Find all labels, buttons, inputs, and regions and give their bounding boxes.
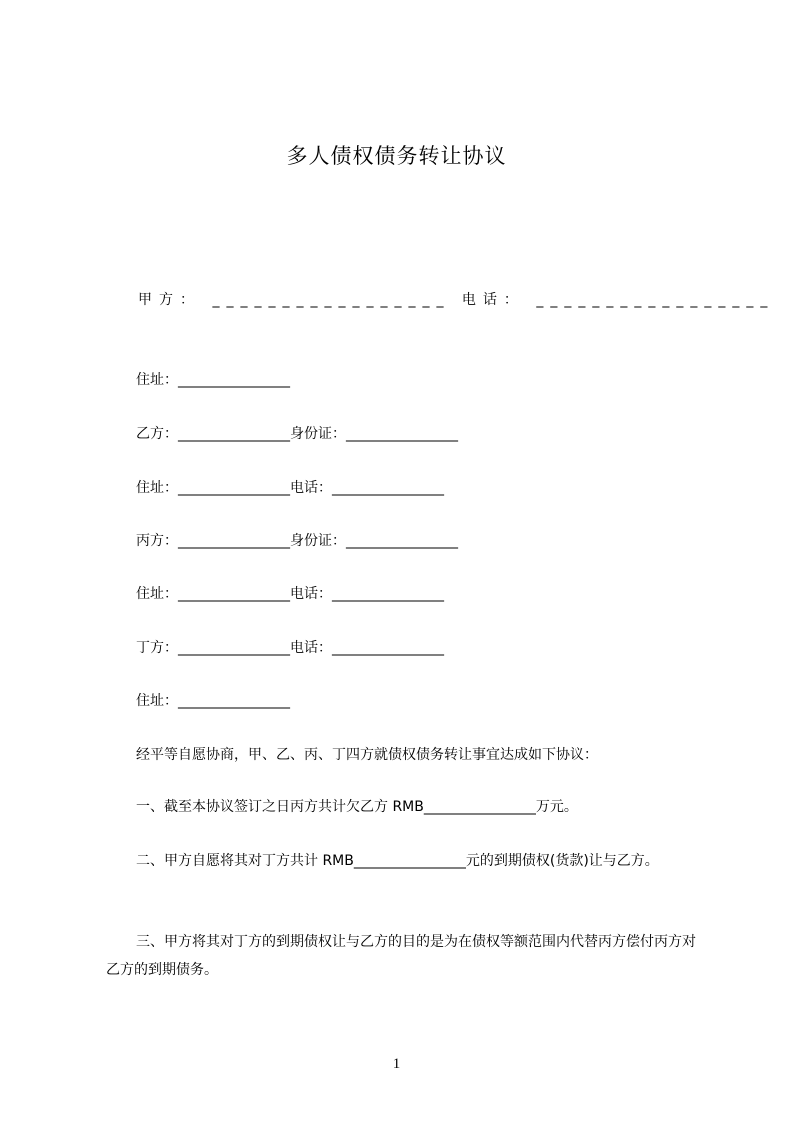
party-d-line: 丁方：________________电话：________________	[136, 640, 444, 656]
party-b-line: 乙方：________________身份证：________________	[136, 426, 458, 442]
party-a-phone-blank: _________________	[536, 292, 775, 308]
page-number: 1	[392, 1056, 401, 1072]
party-a-blank: _________________	[212, 292, 451, 308]
party-d-address-line: 住址：________________	[136, 693, 290, 709]
party-c-line: 丙方：________________身份证：________________	[136, 533, 458, 549]
document-title: 多人债权债务转让协议	[286, 144, 507, 168]
party-a-line	[138, 290, 774, 310]
party-c-address-line: 住址：________________电话：________________	[136, 586, 444, 602]
clause-3: 三、甲方将其对丁方的到期债权让与乙方的目的是为在债权等额范围内代替丙方偿付丙方对乙方的到期债务。	[106, 934, 696, 978]
party-a-address-line: 住址：________________	[136, 372, 290, 388]
party-b-address-line: 住址：________________电话：________________	[136, 480, 444, 496]
clause-1: 一、截至本协议签订之日丙方共计欠乙方 RMB________________万元。	[136, 799, 578, 815]
party-a-phone-label: 电话：	[461, 292, 525, 308]
party-a-label: 甲方：	[138, 292, 201, 308]
preamble-line: 经平等自愿协商，甲、乙、丙、丁四方就债权债务转让事宜达成如下协议：	[136, 747, 598, 763]
clause-2: 二、甲方自愿将其对丁方共计 RMB________________元的到期债权(货款)让与乙方。	[136, 853, 659, 869]
